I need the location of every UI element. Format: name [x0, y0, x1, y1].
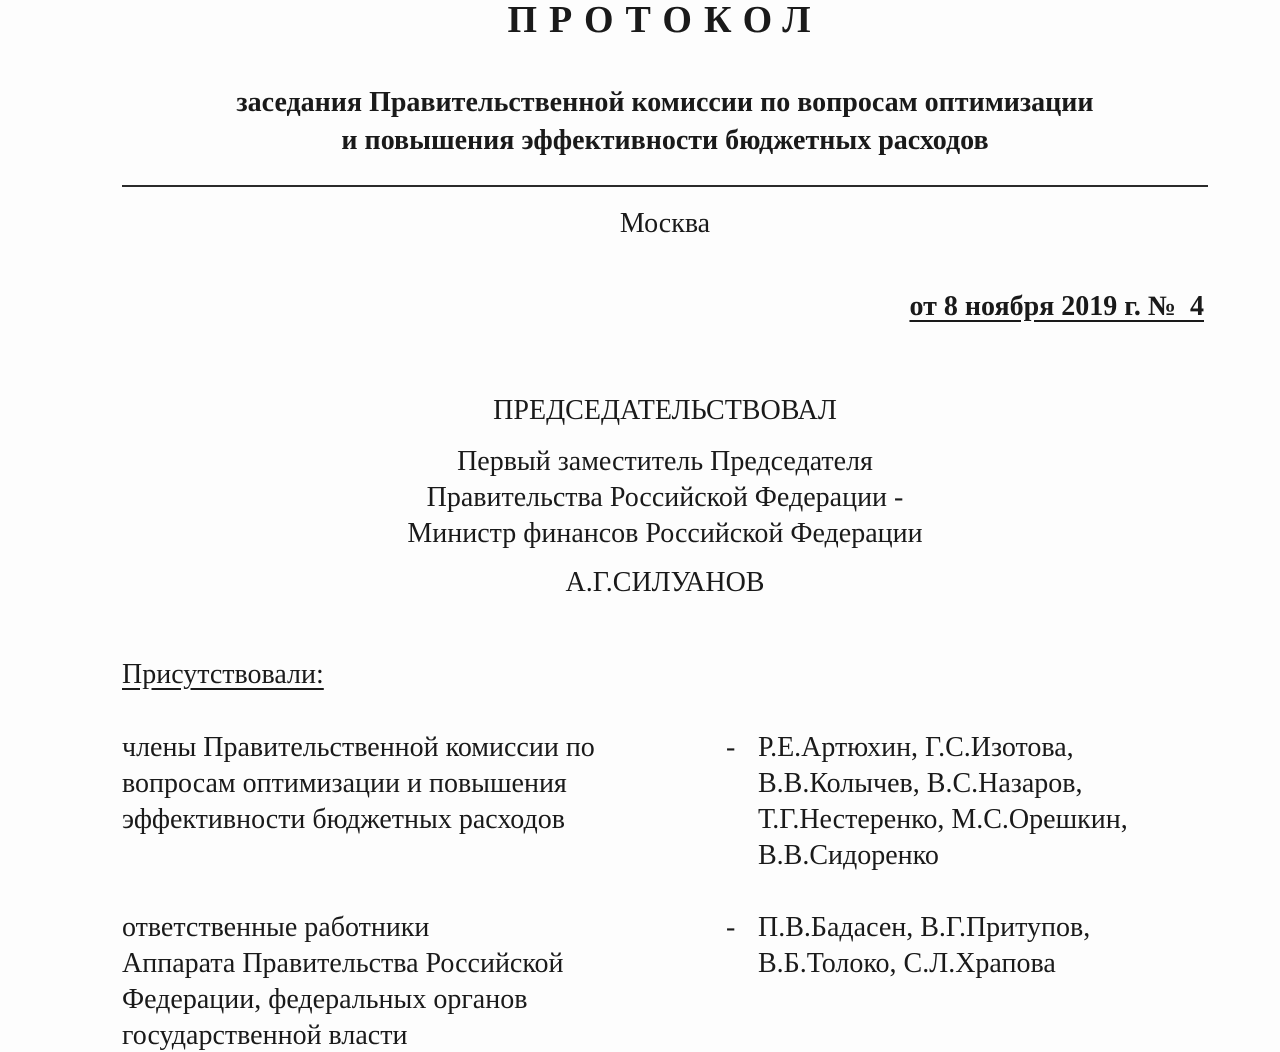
- group-names-line: В.В.Колычев, В.С.Назаров,: [758, 768, 1083, 799]
- group-names-line: П.В.Бадасен, В.Г.Притупов,: [758, 912, 1091, 943]
- chair-heading: ПРЕДСЕДАТЕЛЬСТВОВАЛ: [493, 395, 837, 426]
- group-names-line: Р.Е.Артюхин, Г.С.Изотова,: [758, 732, 1074, 763]
- date-and-number: от 8 ноября 2019 г. № 4: [909, 291, 1204, 322]
- group-role-line: вопросам оптимизации и повышения: [122, 768, 567, 799]
- subtitle-line: и повышения эффективности бюджетных расходов: [341, 125, 989, 156]
- subtitle-line: заседания Правительственной комиссии по вопросам оптимизации: [236, 87, 1094, 118]
- group-role-line: Федерации, федеральных органов: [122, 984, 528, 1015]
- group-role: [122, 910, 702, 1052]
- group-role-line: государственной власти: [122, 1020, 408, 1051]
- group-names-line: Т.Г.Нестеренко, М.С.Орешкин,: [758, 804, 1128, 835]
- group-names-line: В.В.Сидоренко: [758, 840, 939, 871]
- group-role: [122, 730, 702, 838]
- group-names: [758, 730, 1228, 874]
- group-role-line: эффективности бюджетных расходов: [122, 804, 565, 835]
- header-divider: [122, 185, 1208, 187]
- group-role-line: ответственные работники: [122, 912, 430, 943]
- group-role-line: Аппарата Правительства Российской: [122, 948, 564, 979]
- group-dash: -: [726, 732, 736, 763]
- group-names-line: В.Б.Толоко, С.Л.Храпова: [758, 948, 1056, 979]
- document-title: ПРОТОКОЛ: [507, 0, 823, 41]
- chair-position-line: Правительства Российской Федерации -: [426, 482, 904, 513]
- chair-name: А.Г.СИЛУАНОВ: [565, 567, 765, 598]
- chair-position-line: Первый заместитель Председателя: [457, 446, 873, 477]
- chair-position-line: Министр финансов Российской Федерации: [407, 518, 923, 549]
- city-name: Москва: [619, 208, 711, 239]
- group-role-line: члены Правительственной комиссии по: [122, 732, 595, 763]
- group-names: [758, 910, 1228, 982]
- group-dash: -: [726, 912, 736, 943]
- chair-position: [0, 444, 1280, 552]
- document-subtitle: [0, 84, 1280, 160]
- attendance-label: Присутствовали:: [122, 659, 324, 690]
